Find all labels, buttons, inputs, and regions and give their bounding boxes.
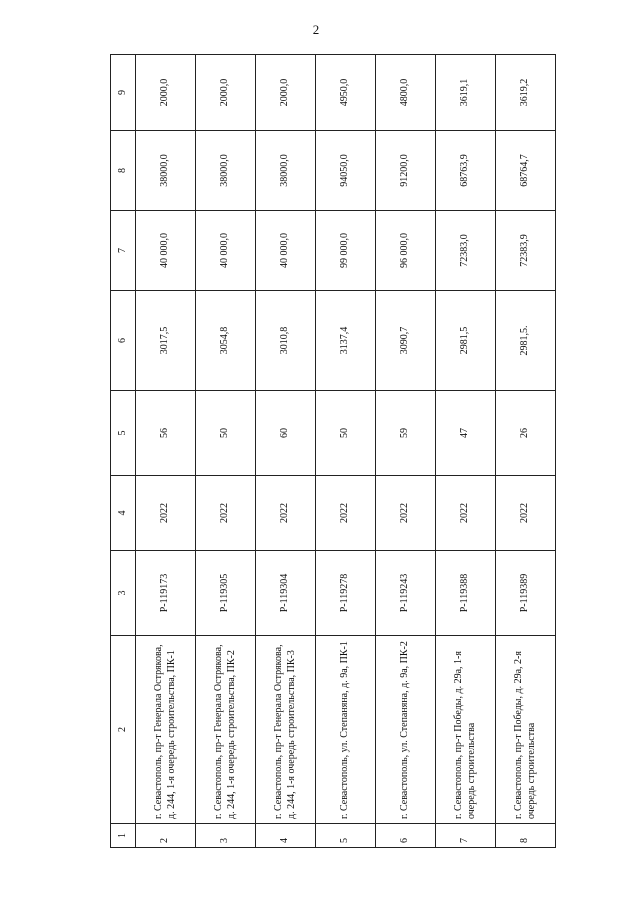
- total-amount-cell: 96 000,0: [376, 211, 436, 291]
- total-amount-cell: 40 000,0: [196, 211, 256, 291]
- registry-number-cell: Р-119243: [376, 551, 436, 636]
- row-number-cell: 3: [196, 824, 256, 848]
- count-cell: 50: [316, 391, 376, 476]
- total-amount-cell: 40 000,0: [256, 211, 316, 291]
- registry-number-cell: Р-119278: [316, 551, 376, 636]
- address-cell: г. Севастополь, пр-т Генерала Острякова, д. 244, 1-я очередь строительства, ПК-3: [256, 636, 316, 824]
- address-cell: г. Севастополь, ул. Степаняна, д. 9а, ПК-2: [376, 636, 436, 824]
- column-header: 7: [111, 211, 136, 291]
- area-cell: 3054,8: [196, 291, 256, 391]
- remainder-cell: 3619,1: [436, 55, 496, 131]
- total-amount-cell: 99 000,0: [316, 211, 376, 291]
- registry-number-cell: Р-119389: [496, 551, 556, 636]
- table-row: [136, 55, 196, 848]
- total-amount-cell: 72383,9: [496, 211, 556, 291]
- column-header: 8: [111, 131, 136, 211]
- count-cell: 50: [196, 391, 256, 476]
- area-cell: 2981,5.: [496, 291, 556, 391]
- row-number-cell: 6: [376, 824, 436, 848]
- remainder-cell: 4800,0: [376, 55, 436, 131]
- area-cell: 3010,8: [256, 291, 316, 391]
- address-cell: г. Севастополь, пр-т Генерала Острякова, д. 244, 1-я очередь строительства, ПК-1: [136, 636, 196, 824]
- table-row: [376, 55, 436, 848]
- count-cell: 60: [256, 391, 316, 476]
- amount-cell: 68763,9: [436, 131, 496, 211]
- header-row: [111, 55, 136, 848]
- remainder-cell: 4950,0: [316, 55, 376, 131]
- table-row: [256, 55, 316, 848]
- registry-number-cell: Р-119388: [436, 551, 496, 636]
- address-cell: г. Севастополь, пр-т Генерала Острякова, д. 244, 1-я очередь строительства, ПК-2: [196, 636, 256, 824]
- area-cell: 3090,7: [376, 291, 436, 391]
- column-header: 9: [111, 55, 136, 131]
- year-cell: 2022: [136, 476, 196, 551]
- row-number-cell: 8: [496, 824, 556, 848]
- data-table: [110, 54, 556, 848]
- remainder-cell: 2000,0: [196, 55, 256, 131]
- registry-number-cell: Р-119304: [256, 551, 316, 636]
- year-cell: 2022: [256, 476, 316, 551]
- count-cell: 26: [496, 391, 556, 476]
- amount-cell: 38000,0: [256, 131, 316, 211]
- table-row: [316, 55, 376, 848]
- table-row: [436, 55, 496, 848]
- total-amount-cell: 72383,0: [436, 211, 496, 291]
- row-number-cell: 4: [256, 824, 316, 848]
- column-header: 5: [111, 391, 136, 476]
- count-cell: 47: [436, 391, 496, 476]
- amount-cell: 94050,0: [316, 131, 376, 211]
- registry-number-cell: Р-119305: [196, 551, 256, 636]
- amount-cell: 91200,0: [376, 131, 436, 211]
- area-cell: 3017,5: [136, 291, 196, 391]
- remainder-cell: 2000,0: [136, 55, 196, 131]
- address-cell: г. Севастополь, ул. Степаняна, д. 9а, ПК-1: [316, 636, 376, 824]
- address-cell: г. Севастополь, пр-т Победы, д. 29а, 2-я очередь строительства: [496, 636, 556, 824]
- table-row: [196, 55, 256, 848]
- registry-number-cell: Р-119173: [136, 551, 196, 636]
- area-cell: 2981,5: [436, 291, 496, 391]
- amount-cell: 38000,0: [136, 131, 196, 211]
- row-number-cell: 2: [136, 824, 196, 848]
- year-cell: 2022: [496, 476, 556, 551]
- table-row: [496, 55, 556, 848]
- amount-cell: 68764,7: [496, 131, 556, 211]
- row-number-cell: 7: [436, 824, 496, 848]
- amount-cell: 38000,0: [196, 131, 256, 211]
- year-cell: 2022: [436, 476, 496, 551]
- page-number: 2: [312, 22, 320, 37]
- count-cell: 56: [136, 391, 196, 476]
- remainder-cell: 3619,2: [496, 55, 556, 131]
- count-cell: 59: [376, 391, 436, 476]
- remainder-cell: 2000,0: [256, 55, 316, 131]
- year-cell: 2022: [316, 476, 376, 551]
- year-cell: 2022: [196, 476, 256, 551]
- column-header: 3: [111, 551, 136, 636]
- address-cell: г. Севастополь, пр-т Победы, д. 29а, 1-я очередь строительства: [436, 636, 496, 824]
- data-table-rotated: [110, 55, 551, 848]
- column-header: 4: [111, 476, 136, 551]
- column-header: 2: [111, 636, 136, 824]
- year-cell: 2022: [376, 476, 436, 551]
- column-header: 6: [111, 291, 136, 391]
- row-number-cell: 5: [316, 824, 376, 848]
- column-header: 1: [111, 824, 136, 848]
- area-cell: 3137,4: [316, 291, 376, 391]
- total-amount-cell: 40 000,0: [136, 211, 196, 291]
